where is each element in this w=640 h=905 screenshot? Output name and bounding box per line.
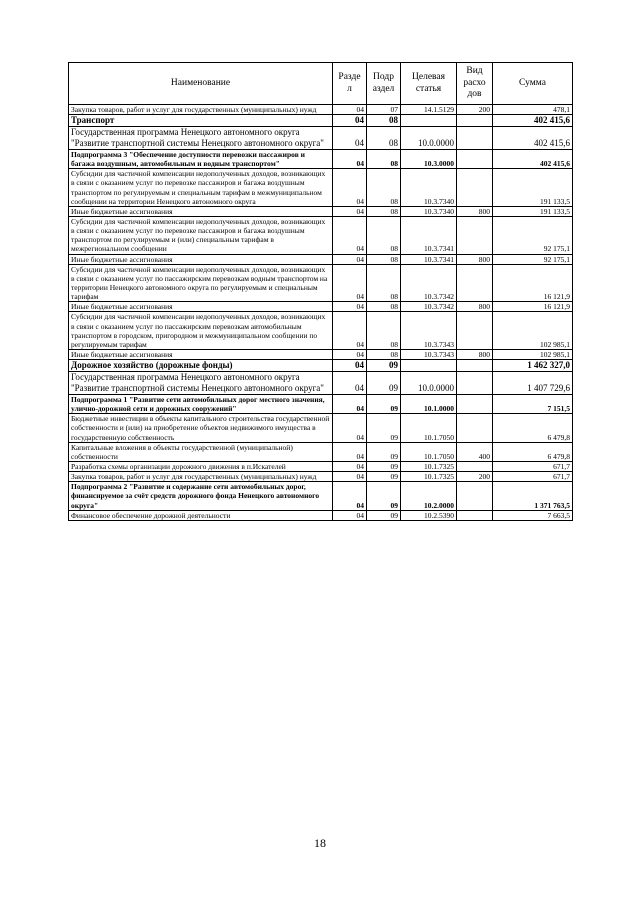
cell-razdel: 04 bbox=[333, 312, 367, 350]
table-row bbox=[69, 350, 573, 360]
cell-summa: 102 985,1 bbox=[493, 350, 573, 360]
table-row bbox=[69, 472, 573, 482]
cell-statya: 10.0.0000 bbox=[401, 372, 457, 395]
cell-name: Субсидии для частичной компенсации недополученных доходов, возникающих в связи с оказанием услуг по перевозке пассажиров и багажа воздушным транспортом по регулируемым и (или) специальным тарифам в межрегиональном сообщении bbox=[69, 217, 333, 255]
cell-summa: 671,7 bbox=[493, 462, 573, 472]
table-row bbox=[69, 510, 573, 520]
cell-podrazdel: 08 bbox=[367, 350, 401, 360]
cell-razdel: 04 bbox=[333, 395, 367, 414]
cell-razdel: 04 bbox=[333, 462, 367, 472]
cell-razdel: 04 bbox=[333, 217, 367, 255]
cell-razdel: 04 bbox=[333, 127, 367, 150]
cell-name: Субсидии для частичной компенсации недополученных доходов, возникающих в связи с оказанием услуг по пассажирским перевозкам водным транспортом на территории Ненецкого автономного округа по регулируемым и специальным тарифам bbox=[69, 264, 333, 302]
cell-razdel: 04 bbox=[333, 264, 367, 302]
table-row bbox=[69, 462, 573, 472]
cell-razdel: 04 bbox=[333, 360, 367, 372]
cell-summa: 478,1 bbox=[493, 105, 573, 115]
table-row bbox=[69, 127, 573, 150]
cell-podrazdel: 08 bbox=[367, 302, 401, 312]
cell-summa: 1 462 327,0 bbox=[493, 360, 573, 372]
table-row bbox=[69, 150, 573, 169]
cell-vid: 800 bbox=[457, 350, 493, 360]
table-row bbox=[69, 206, 573, 216]
cell-razdel: 04 bbox=[333, 206, 367, 216]
cell-name: Подпрограмма 3 "Обеспечение доступности перевозки пассажиров и багажа воздушным, автомобильным и водным транспортом" bbox=[69, 150, 333, 169]
cell-statya: 10.3.7343 bbox=[401, 312, 457, 350]
table-row bbox=[69, 217, 573, 255]
header-statya: Целевая статья bbox=[401, 63, 457, 105]
cell-name: Подпрограмма 2 "Развитие и содержание сети автомобильных дорог, финансируемое за счёт средств дорожного фонда Ненецкого автономного округа" bbox=[69, 482, 333, 510]
cell-statya: 10.1.7050 bbox=[401, 442, 457, 461]
cell-statya: 10.3.7340 bbox=[401, 169, 457, 207]
cell-podrazdel: 08 bbox=[367, 115, 401, 127]
cell-statya: 10.1.0000 bbox=[401, 395, 457, 414]
budget-table bbox=[68, 62, 573, 521]
cell-vid: 800 bbox=[457, 254, 493, 264]
cell-statya: 10.3.7340 bbox=[401, 206, 457, 216]
cell-statya bbox=[401, 360, 457, 372]
cell-summa: 7 151,5 bbox=[493, 395, 573, 414]
cell-vid bbox=[457, 372, 493, 395]
cell-name: Государственная программа Ненецкого автономного округа "Развитие транспортной системы Ненецкого автономного округа" bbox=[69, 372, 333, 395]
cell-name: Иные бюджетные ассигнования bbox=[69, 350, 333, 360]
cell-razdel: 04 bbox=[333, 372, 367, 395]
cell-podrazdel: 08 bbox=[367, 206, 401, 216]
table-row bbox=[69, 482, 573, 510]
cell-vid bbox=[457, 482, 493, 510]
table-header-row bbox=[69, 63, 573, 105]
cell-podrazdel: 09 bbox=[367, 414, 401, 442]
cell-summa: 6 479,8 bbox=[493, 414, 573, 442]
cell-statya: 10.1.7325 bbox=[401, 462, 457, 472]
cell-podrazdel: 09 bbox=[367, 360, 401, 372]
cell-statya: 10.2.0000 bbox=[401, 482, 457, 510]
cell-vid bbox=[457, 414, 493, 442]
cell-statya: 10.3.7342 bbox=[401, 302, 457, 312]
cell-name: Иные бюджетные ассигнования bbox=[69, 206, 333, 216]
cell-vid bbox=[457, 510, 493, 520]
cell-summa: 671,7 bbox=[493, 472, 573, 482]
header-summa: Сумма bbox=[493, 63, 573, 105]
header-name: Наименование bbox=[69, 63, 333, 105]
cell-summa: 191 133,5 bbox=[493, 206, 573, 216]
cell-razdel: 04 bbox=[333, 105, 367, 115]
header-podrazdel: Подр аздел bbox=[367, 63, 401, 105]
cell-podrazdel: 09 bbox=[367, 472, 401, 482]
cell-vid bbox=[457, 217, 493, 255]
cell-summa: 1 371 763,5 bbox=[493, 482, 573, 510]
header-razdel: Разде л bbox=[333, 63, 367, 105]
table-row bbox=[69, 442, 573, 461]
cell-vid: 800 bbox=[457, 302, 493, 312]
cell-razdel: 04 bbox=[333, 254, 367, 264]
cell-statya: 10.2.5390 bbox=[401, 510, 457, 520]
cell-vid: 800 bbox=[457, 206, 493, 216]
cell-statya: 10.3.7342 bbox=[401, 264, 457, 302]
cell-name: Разработка схемы организации дорожного движения в п.Искателей bbox=[69, 462, 333, 472]
cell-razdel: 04 bbox=[333, 482, 367, 510]
cell-summa: 92 175,1 bbox=[493, 254, 573, 264]
cell-vid bbox=[457, 264, 493, 302]
cell-summa: 402 415,6 bbox=[493, 150, 573, 169]
cell-summa: 191 133,5 bbox=[493, 169, 573, 207]
cell-summa: 402 415,6 bbox=[493, 127, 573, 150]
cell-podrazdel: 09 bbox=[367, 372, 401, 395]
cell-podrazdel: 08 bbox=[367, 127, 401, 150]
cell-podrazdel: 08 bbox=[367, 169, 401, 207]
cell-vid: 200 bbox=[457, 105, 493, 115]
cell-name: Транспорт bbox=[69, 115, 333, 127]
cell-summa: 16 121,9 bbox=[493, 302, 573, 312]
cell-statya: 10.3.7343 bbox=[401, 350, 457, 360]
cell-vid bbox=[457, 312, 493, 350]
cell-razdel: 04 bbox=[333, 510, 367, 520]
cell-name: Финансовое обеспечение дорожной деятельности bbox=[69, 510, 333, 520]
cell-podrazdel: 09 bbox=[367, 482, 401, 510]
cell-name: Капитальные вложения в объекты государственной (муниципальной) собственности bbox=[69, 442, 333, 461]
cell-name: Иные бюджетные ассигнования bbox=[69, 254, 333, 264]
cell-podrazdel: 07 bbox=[367, 105, 401, 115]
cell-name: Бюджетные инвестиции в объекты капитального строительства государственной собственности и (или) на приобретение объектов недвижимого имущества в государственную собственность bbox=[69, 414, 333, 442]
table-row bbox=[69, 264, 573, 302]
table-row bbox=[69, 360, 573, 372]
cell-podrazdel: 09 bbox=[367, 462, 401, 472]
cell-statya: 10.3.0000 bbox=[401, 150, 457, 169]
cell-podrazdel: 08 bbox=[367, 217, 401, 255]
cell-summa: 6 479,8 bbox=[493, 442, 573, 461]
cell-vid: 400 bbox=[457, 442, 493, 461]
table-row bbox=[69, 302, 573, 312]
cell-vid: 200 bbox=[457, 472, 493, 482]
budget-sheet bbox=[68, 62, 572, 521]
cell-summa: 402 415,6 bbox=[493, 115, 573, 127]
cell-name: Субсидии для частичной компенсации недополученных доходов, возникающих в связи с оказанием услуг по пассажирским перевозкам автомобильным транспортом в городском, пригородном и межмуниципальном сообщении по регулируемым тарифам bbox=[69, 312, 333, 350]
table-row bbox=[69, 414, 573, 442]
cell-podrazdel: 09 bbox=[367, 510, 401, 520]
cell-vid bbox=[457, 127, 493, 150]
cell-name: Подпрограмма 1 "Развитие сети автомобильных дорог местного значения, улично-дорожной сети и дорожных сооружений" bbox=[69, 395, 333, 414]
table-row bbox=[69, 105, 573, 115]
cell-summa: 1 407 729,6 bbox=[493, 372, 573, 395]
cell-vid bbox=[457, 150, 493, 169]
cell-razdel: 04 bbox=[333, 150, 367, 169]
table-row bbox=[69, 395, 573, 414]
table-row bbox=[69, 312, 573, 350]
cell-razdel: 04 bbox=[333, 115, 367, 127]
cell-statya: 14.1.5129 bbox=[401, 105, 457, 115]
cell-name: Субсидии для частичной компенсации недополученных доходов, возникающих в связи с оказанием услуг по перевозке пассажиров и багажа воздушным транспортом по регулируемым и специальным тарифам в межмуниципальном сообщении на территории Ненецкого автономного округа bbox=[69, 169, 333, 207]
cell-podrazdel: 08 bbox=[367, 254, 401, 264]
cell-statya: 10.3.7341 bbox=[401, 254, 457, 264]
table-row bbox=[69, 169, 573, 207]
cell-vid bbox=[457, 360, 493, 372]
cell-razdel: 04 bbox=[333, 169, 367, 207]
page-number: 18 bbox=[314, 836, 326, 850]
cell-summa: 92 175,1 bbox=[493, 217, 573, 255]
cell-statya: 10.1.7050 bbox=[401, 414, 457, 442]
cell-statya bbox=[401, 115, 457, 127]
cell-vid bbox=[457, 395, 493, 414]
cell-name: Закупка товаров, работ и услуг для государственных (муниципальных) нужд bbox=[69, 105, 333, 115]
cell-podrazdel: 09 bbox=[367, 395, 401, 414]
cell-name: Государственная программа Ненецкого автономного округа "Развитие транспортной системы Ненецкого автономного округа" bbox=[69, 127, 333, 150]
cell-summa: 7 663,5 bbox=[493, 510, 573, 520]
cell-podrazdel: 08 bbox=[367, 312, 401, 350]
cell-summa: 102 985,1 bbox=[493, 312, 573, 350]
cell-name: Дорожное хозяйство (дорожные фонды) bbox=[69, 360, 333, 372]
cell-statya: 10.0.0000 bbox=[401, 127, 457, 150]
header-vid: Вид расхо дов bbox=[457, 63, 493, 105]
cell-razdel: 04 bbox=[333, 442, 367, 461]
cell-statya: 10.1.7325 bbox=[401, 472, 457, 482]
cell-podrazdel: 08 bbox=[367, 150, 401, 169]
cell-statya: 10.3.7341 bbox=[401, 217, 457, 255]
cell-razdel: 04 bbox=[333, 302, 367, 312]
cell-razdel: 04 bbox=[333, 350, 367, 360]
cell-vid bbox=[457, 115, 493, 127]
cell-vid bbox=[457, 169, 493, 207]
cell-podrazdel: 08 bbox=[367, 264, 401, 302]
table-row bbox=[69, 254, 573, 264]
cell-name: Иные бюджетные ассигнования bbox=[69, 302, 333, 312]
cell-podrazdel: 09 bbox=[367, 442, 401, 461]
cell-razdel: 04 bbox=[333, 472, 367, 482]
cell-vid bbox=[457, 462, 493, 472]
cell-name: Закупка товаров, работ и услуг для государственных (муниципальных) нужд bbox=[69, 472, 333, 482]
table-row bbox=[69, 372, 573, 395]
cell-razdel: 04 bbox=[333, 414, 367, 442]
table-row bbox=[69, 115, 573, 127]
cell-summa: 16 121,9 bbox=[493, 264, 573, 302]
